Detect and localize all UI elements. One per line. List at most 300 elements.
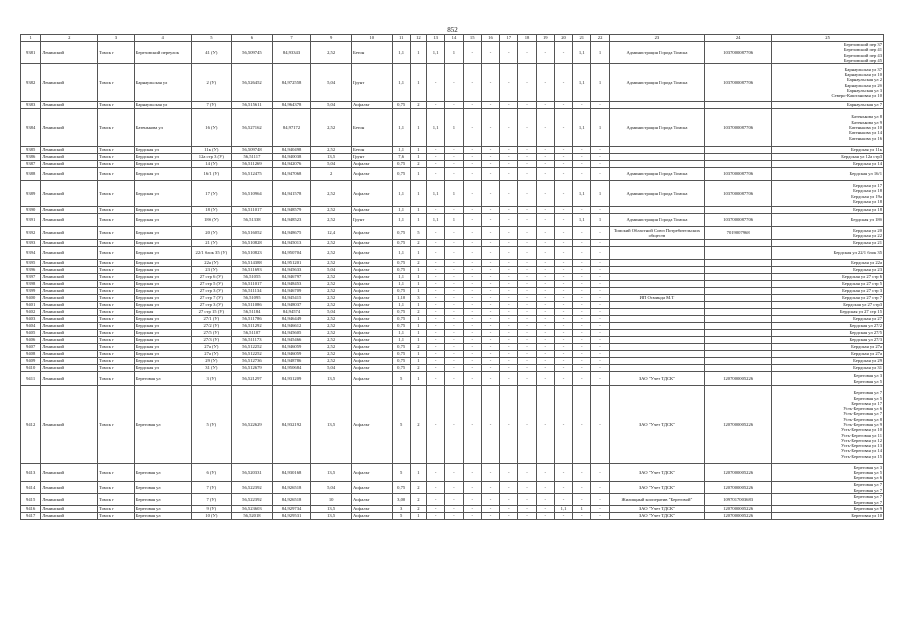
cell-c10: Асфальт [351,102,392,109]
cell-c24: 1037000087706 [705,214,772,227]
cell-c24 [705,260,772,267]
cell-c5: 27/5 (У) [191,330,232,337]
cell-c21: 1,1 [573,109,591,147]
cell-c6: 56,52018 [232,513,273,520]
cell-c25 [772,227,884,240]
address-line: Бердская ул 27а [851,344,882,350]
registry-table [20,34,884,520]
cell-c1: 9409 [21,358,41,365]
address-line: Барнаульская ул 37 [844,66,882,72]
cell-c11: 0,75 [392,227,410,240]
cell-c13: - [427,337,445,344]
cell-c12: 2 [410,260,426,267]
cell-c21: 1,1 [573,181,591,207]
cell-c24 [705,358,772,365]
cell-c2: Ленинский [41,247,98,260]
cell-c10: Асфальт [351,464,392,482]
cell-c14: - [445,227,463,240]
cell-c16: - [481,372,499,386]
cell-c3: Томск г [98,295,135,302]
address-line: Березовский пер 41 [843,47,882,53]
cell-c1: 9400 [21,295,41,302]
cell-c19: - [536,102,554,109]
cell-c20: - [554,168,572,181]
cell-c10: Асфальт [351,513,392,520]
cell-c5: 16/1 (У) [191,168,232,181]
cell-c19: - [536,372,554,386]
cell-c2: Ленинский [41,372,98,386]
cell-c20: - [554,344,572,351]
cell-c11: 3,00 [392,494,410,506]
cell-c7: 84,948037 [272,302,311,309]
cell-c9: 2,52 [311,42,352,64]
cell-c11: 1,1 [392,302,410,309]
cell-c1: 9401 [21,302,41,309]
cell-c13: - [427,281,445,288]
cell-c6: 56,520331 [232,464,273,482]
cell-c9: 2,52 [311,214,352,227]
cell-c1: 9397 [21,274,41,281]
cell-c5: 6 (У) [191,464,232,482]
cell-c3: Томск г [98,161,135,168]
table-row [21,274,884,281]
cell-c2: Ленинский [41,274,98,281]
cell-c20: - [554,482,572,494]
address-line: Батенькова ул 9 [851,119,882,125]
cell-c21: - [573,309,591,316]
cell-c4: Бердская ул [134,260,191,267]
cell-c5: 41 (У) [191,42,232,64]
cell-c9: 2,52 [311,302,352,309]
cell-c5: 27 стр 7 (У) [191,295,232,302]
cell-c22: - [591,372,609,386]
cell-c9: 2,52 [311,351,352,358]
cell-c13: - [427,274,445,281]
cell-c7: 84,948453 [272,281,311,288]
cell-c19: - [536,64,554,102]
cell-c18: - [518,386,536,464]
cell-c14: - [445,337,463,344]
cell-c25 [772,281,884,288]
cell-c11: 1,1 [392,42,410,64]
cell-c17: - [500,181,518,207]
table-row [21,281,884,288]
cell-c22: - [591,240,609,247]
cell-c22: - [591,147,609,154]
cell-c15: - [463,302,481,309]
cell-c24 [705,274,772,281]
cell-c4: Бердская ул [134,295,191,302]
cell-c4: Бердская ул [134,240,191,247]
cell-c24: 1207000005226 [705,372,772,386]
cell-c3: Томск г [98,281,135,288]
cell-c6: 56,523603 [232,506,273,513]
cell-c22: - [591,295,609,302]
cell-c23 [609,281,704,288]
cell-c7: 84,930168 [272,464,311,482]
cell-c6: 56,512475 [232,168,273,181]
cell-c7: 84,926518 [272,494,311,506]
cell-c1: 9393 [21,240,41,247]
cell-c18: - [518,267,536,274]
cell-c2: Ленинский [41,207,98,214]
cell-c7: 84,931209 [272,372,311,386]
cell-c9: 2,52 [311,240,352,247]
cell-c16: - [481,464,499,482]
table-row [21,295,884,302]
cell-c5: 27а (У) [191,344,232,351]
cell-c18: - [518,281,536,288]
cell-c21: - [573,267,591,274]
cell-c13: - [427,309,445,316]
cell-c1: 9391 [21,214,41,227]
cell-c12: 1 [410,181,426,207]
cell-c13: - [427,207,445,214]
cell-c11: 5 [392,386,410,464]
cell-c6: 56,521297 [232,372,273,386]
table-row [21,506,884,513]
cell-c2: Ленинский [41,260,98,267]
address-line: Бердская ул 27 стр 5 [842,281,882,287]
cell-c21: - [573,351,591,358]
cell-c11: 1,1 [392,207,410,214]
cell-c6: 56,512736 [232,358,273,365]
cell-c1: 9387 [21,161,41,168]
cell-c2: Ленинский [41,161,98,168]
table-row [21,227,884,240]
cell-c22: - [591,302,609,309]
cell-c4: Береговая ул [134,464,191,482]
header-cell: 25 [772,35,884,42]
table-row [21,358,884,365]
cell-c23: ЗАО "Учет ТДСК" [609,372,704,386]
cell-c21: - [573,168,591,181]
cell-c24 [705,281,772,288]
cell-c17: - [500,147,518,154]
cell-c12: 1 [410,337,426,344]
cell-c24 [705,302,772,309]
table-row [21,302,884,309]
cell-c9: 2,52 [311,358,352,365]
cell-c18: - [518,227,536,240]
cell-c13: 1,1 [427,181,445,207]
address-line: Бердская ул 22/1 блок 35 [833,250,882,256]
cell-c16: - [481,309,499,316]
cell-c20: - [554,161,572,168]
table-row [21,337,884,344]
cell-c21: - [573,227,591,240]
header-cell: 11 [392,35,410,42]
cell-c12: 1 [410,330,426,337]
cell-c25 [772,506,884,513]
cell-c20: - [554,102,572,109]
cell-c2: Ленинский [41,295,98,302]
address-line: Северо-Каштановая ул 10 [831,93,882,99]
cell-c16: - [481,168,499,181]
header-cell: 24 [705,35,772,42]
cell-c10: Грунт [351,64,392,102]
cell-c23 [609,260,704,267]
cell-c25 [772,386,884,464]
cell-c9: 2,52 [311,181,352,207]
cell-c25 [772,109,884,147]
cell-c25 [772,365,884,372]
cell-c21: - [573,102,591,109]
cell-c10: Асфальт [351,168,392,181]
cell-c10: Асфальт [351,240,392,247]
cell-c24: 1037000087706 [705,181,772,207]
cell-c10: Асфальт [351,181,392,207]
cell-c14: 1 [445,109,463,147]
cell-c22: - [591,464,609,482]
cell-c11: 5 [392,372,410,386]
cell-c23: Жилищный кооператив "Береговой" [609,494,704,506]
cell-c1: 9392 [21,227,41,240]
cell-c22: 1 [591,181,609,207]
cell-c1: 9413 [21,464,41,482]
cell-c2: Ленинский [41,154,98,161]
cell-c25 [772,330,884,337]
cell-c10: Асфальт [351,386,392,464]
cell-c15: - [463,207,481,214]
cell-c17: - [500,337,518,344]
cell-c16: - [481,227,499,240]
cell-c5: 18б (У) [191,214,232,227]
cell-c3: Томск г [98,207,135,214]
cell-c20: - [554,323,572,330]
cell-c5: 14 (У) [191,161,232,168]
cell-c13: - [427,154,445,161]
cell-c18: - [518,260,536,267]
cell-c22: - [591,386,609,464]
cell-c16: - [481,161,499,168]
cell-c7: 84,945633 [272,267,311,274]
cell-c5: 20 (У) [191,227,232,240]
cell-c20: - [554,109,572,147]
cell-c15: - [463,494,481,506]
cell-c11: 0,75 [392,344,410,351]
cell-c9: 13,5 [311,372,352,386]
cell-c14: - [445,295,463,302]
cell-c3: Томск г [98,64,135,102]
address-line: Бердская ул 23 [853,267,882,273]
cell-c23 [609,309,704,316]
cell-c17: - [500,207,518,214]
header-cell: 22 [591,35,609,42]
cell-c9: 13,5 [311,506,352,513]
address-line: Барнаульская ул 7 [846,102,882,108]
cell-c15: - [463,464,481,482]
cell-c20: - [554,288,572,295]
table-row [21,464,884,482]
cell-c6: 56,515611 [232,102,273,109]
cell-c11: 0,75 [392,267,410,274]
cell-c4: Бердская ул [134,365,191,372]
cell-c21: - [573,513,591,520]
cell-c4: Бердская ул [134,330,191,337]
cell-c12: 3 [410,295,426,302]
header-cell: 10 [351,35,392,42]
cell-c3: Томск г [98,247,135,260]
cell-c17: - [500,330,518,337]
address-line: Усть-Береговая ул 14 [841,448,882,454]
cell-c9: 13,5 [311,464,352,482]
address-line: Батенькова ул 8 [851,114,882,120]
cell-c22: - [591,102,609,109]
cell-c22: - [591,506,609,513]
cell-c15: - [463,42,481,64]
cell-c13: - [427,316,445,323]
cell-c2: Ленинский [41,358,98,365]
cell-c7: 84,94574 [272,309,311,316]
cell-c18: - [518,351,536,358]
address-line: Береговая ул 7 [853,482,882,488]
cell-c11: 0,75 [392,358,410,365]
address-line: Березовский пер 43 [843,52,882,58]
cell-c15: - [463,281,481,288]
cell-c2: Ленинский [41,351,98,358]
cell-c19: - [536,351,554,358]
cell-c20: - [554,464,572,482]
table-body [21,42,884,520]
cell-c14: 1 [445,42,463,64]
cell-c9: 2,52 [311,323,352,330]
cell-c5: 10 (У) [191,513,232,520]
cell-c25 [772,316,884,323]
cell-c24 [705,207,772,214]
cell-c18: - [518,337,536,344]
address-line: Березовский пер 37 [843,42,882,47]
cell-c10: Асфальт [351,295,392,302]
cell-c23: Администрация Города Томска [609,168,704,181]
cell-c24: 1207000005226 [705,482,772,494]
cell-c16: - [481,240,499,247]
cell-c3: Томск г [98,365,135,372]
cell-c22: - [591,281,609,288]
cell-c23: ЗАО "Учет ТДСК" [609,482,704,494]
cell-c15: - [463,109,481,147]
cell-c15: - [463,147,481,154]
cell-c25 [772,64,884,102]
cell-c13: 1,1 [427,214,445,227]
cell-c12: 2 [410,494,426,506]
cell-c22: 1 [591,42,609,64]
cell-c11: 0,75 [392,168,410,181]
header-cell: 13 [427,35,445,42]
cell-c6: 56,516052 [232,227,273,240]
cell-c10: Асфальт [351,267,392,274]
cell-c18: - [518,288,536,295]
cell-c4: Барнаульская ул [134,102,191,109]
cell-c9: 5,04 [311,64,352,102]
cell-c15: - [463,227,481,240]
cell-c6: 56,522629 [232,386,273,464]
cell-c14: - [445,207,463,214]
cell-c24: 1037000087706 [705,168,772,181]
cell-c16: - [481,482,499,494]
cell-c20: - [554,365,572,372]
cell-c21: - [573,358,591,365]
cell-c21: - [573,494,591,506]
cell-c2: Ленинский [41,42,98,64]
cell-c14: - [445,240,463,247]
table-row [21,344,884,351]
cell-c9: 5,04 [311,482,352,494]
cell-c9: 2 [311,168,352,181]
cell-c1: 9417 [21,513,41,520]
header-cell: 1 [21,35,41,42]
cell-c3: Томск г [98,309,135,316]
cell-c19: - [536,365,554,372]
cell-c19: - [536,42,554,64]
cell-c15: - [463,102,481,109]
cell-c24: 1207000005226 [705,386,772,464]
cell-c9: 5,04 [311,102,352,109]
address-line: Бердская ул 27 стр 7 [842,295,882,301]
cell-c6: 56,527162 [232,109,273,147]
cell-c12: 1 [410,109,426,147]
cell-c22: - [591,309,609,316]
table-row [21,351,884,358]
cell-c25 [772,154,884,161]
cell-c7: 84,950684 [272,365,311,372]
cell-c18: - [518,358,536,365]
cell-c19: - [536,506,554,513]
address-line: Бердская ул 27/5 [849,330,882,336]
cell-c5: 27а (У) [191,351,232,358]
cell-c24 [705,309,772,316]
table-row [21,330,884,337]
cell-c2: Ленинский [41,494,98,506]
cell-c4: Береговая ул [134,482,191,494]
cell-c19: - [536,337,554,344]
cell-c21: - [573,330,591,337]
cell-c13: 1,1 [427,42,445,64]
cell-c23: Томский Областной Союз Потребительских обществ [609,227,704,240]
cell-c23: ЗАО "Учет ТДСК" [609,513,704,520]
table-row [21,154,884,161]
cell-c9: 13,5 [311,386,352,464]
cell-c15: - [463,295,481,302]
table-row [21,109,884,147]
cell-c14: - [445,247,463,260]
cell-c14: - [445,267,463,274]
cell-c7: 84,946797 [272,274,311,281]
cell-c4: Бердская ул [134,288,191,295]
cell-c24: 1207000005226 [705,464,772,482]
cell-c15: - [463,64,481,102]
cell-c3: Томск г [98,267,135,274]
cell-c17: - [500,227,518,240]
cell-c12: 2 [410,386,426,464]
cell-c3: Томск г [98,372,135,386]
address-line: Береговая ул 17 [851,400,882,406]
cell-c15: - [463,506,481,513]
cell-c7: 84,948675 [272,227,311,240]
cell-c14: - [445,482,463,494]
cell-c22: - [591,260,609,267]
address-line: Береговая ул 3 [853,464,882,470]
cell-c12: 1 [410,214,426,227]
cell-c25 [772,288,884,295]
cell-c20: - [554,260,572,267]
cell-c12: 1 [410,302,426,309]
cell-c24 [705,351,772,358]
cell-c18: - [518,309,536,316]
cell-c6: 56,509748 [232,147,273,154]
cell-c22: - [591,351,609,358]
cell-c21: 1,1 [573,214,591,227]
